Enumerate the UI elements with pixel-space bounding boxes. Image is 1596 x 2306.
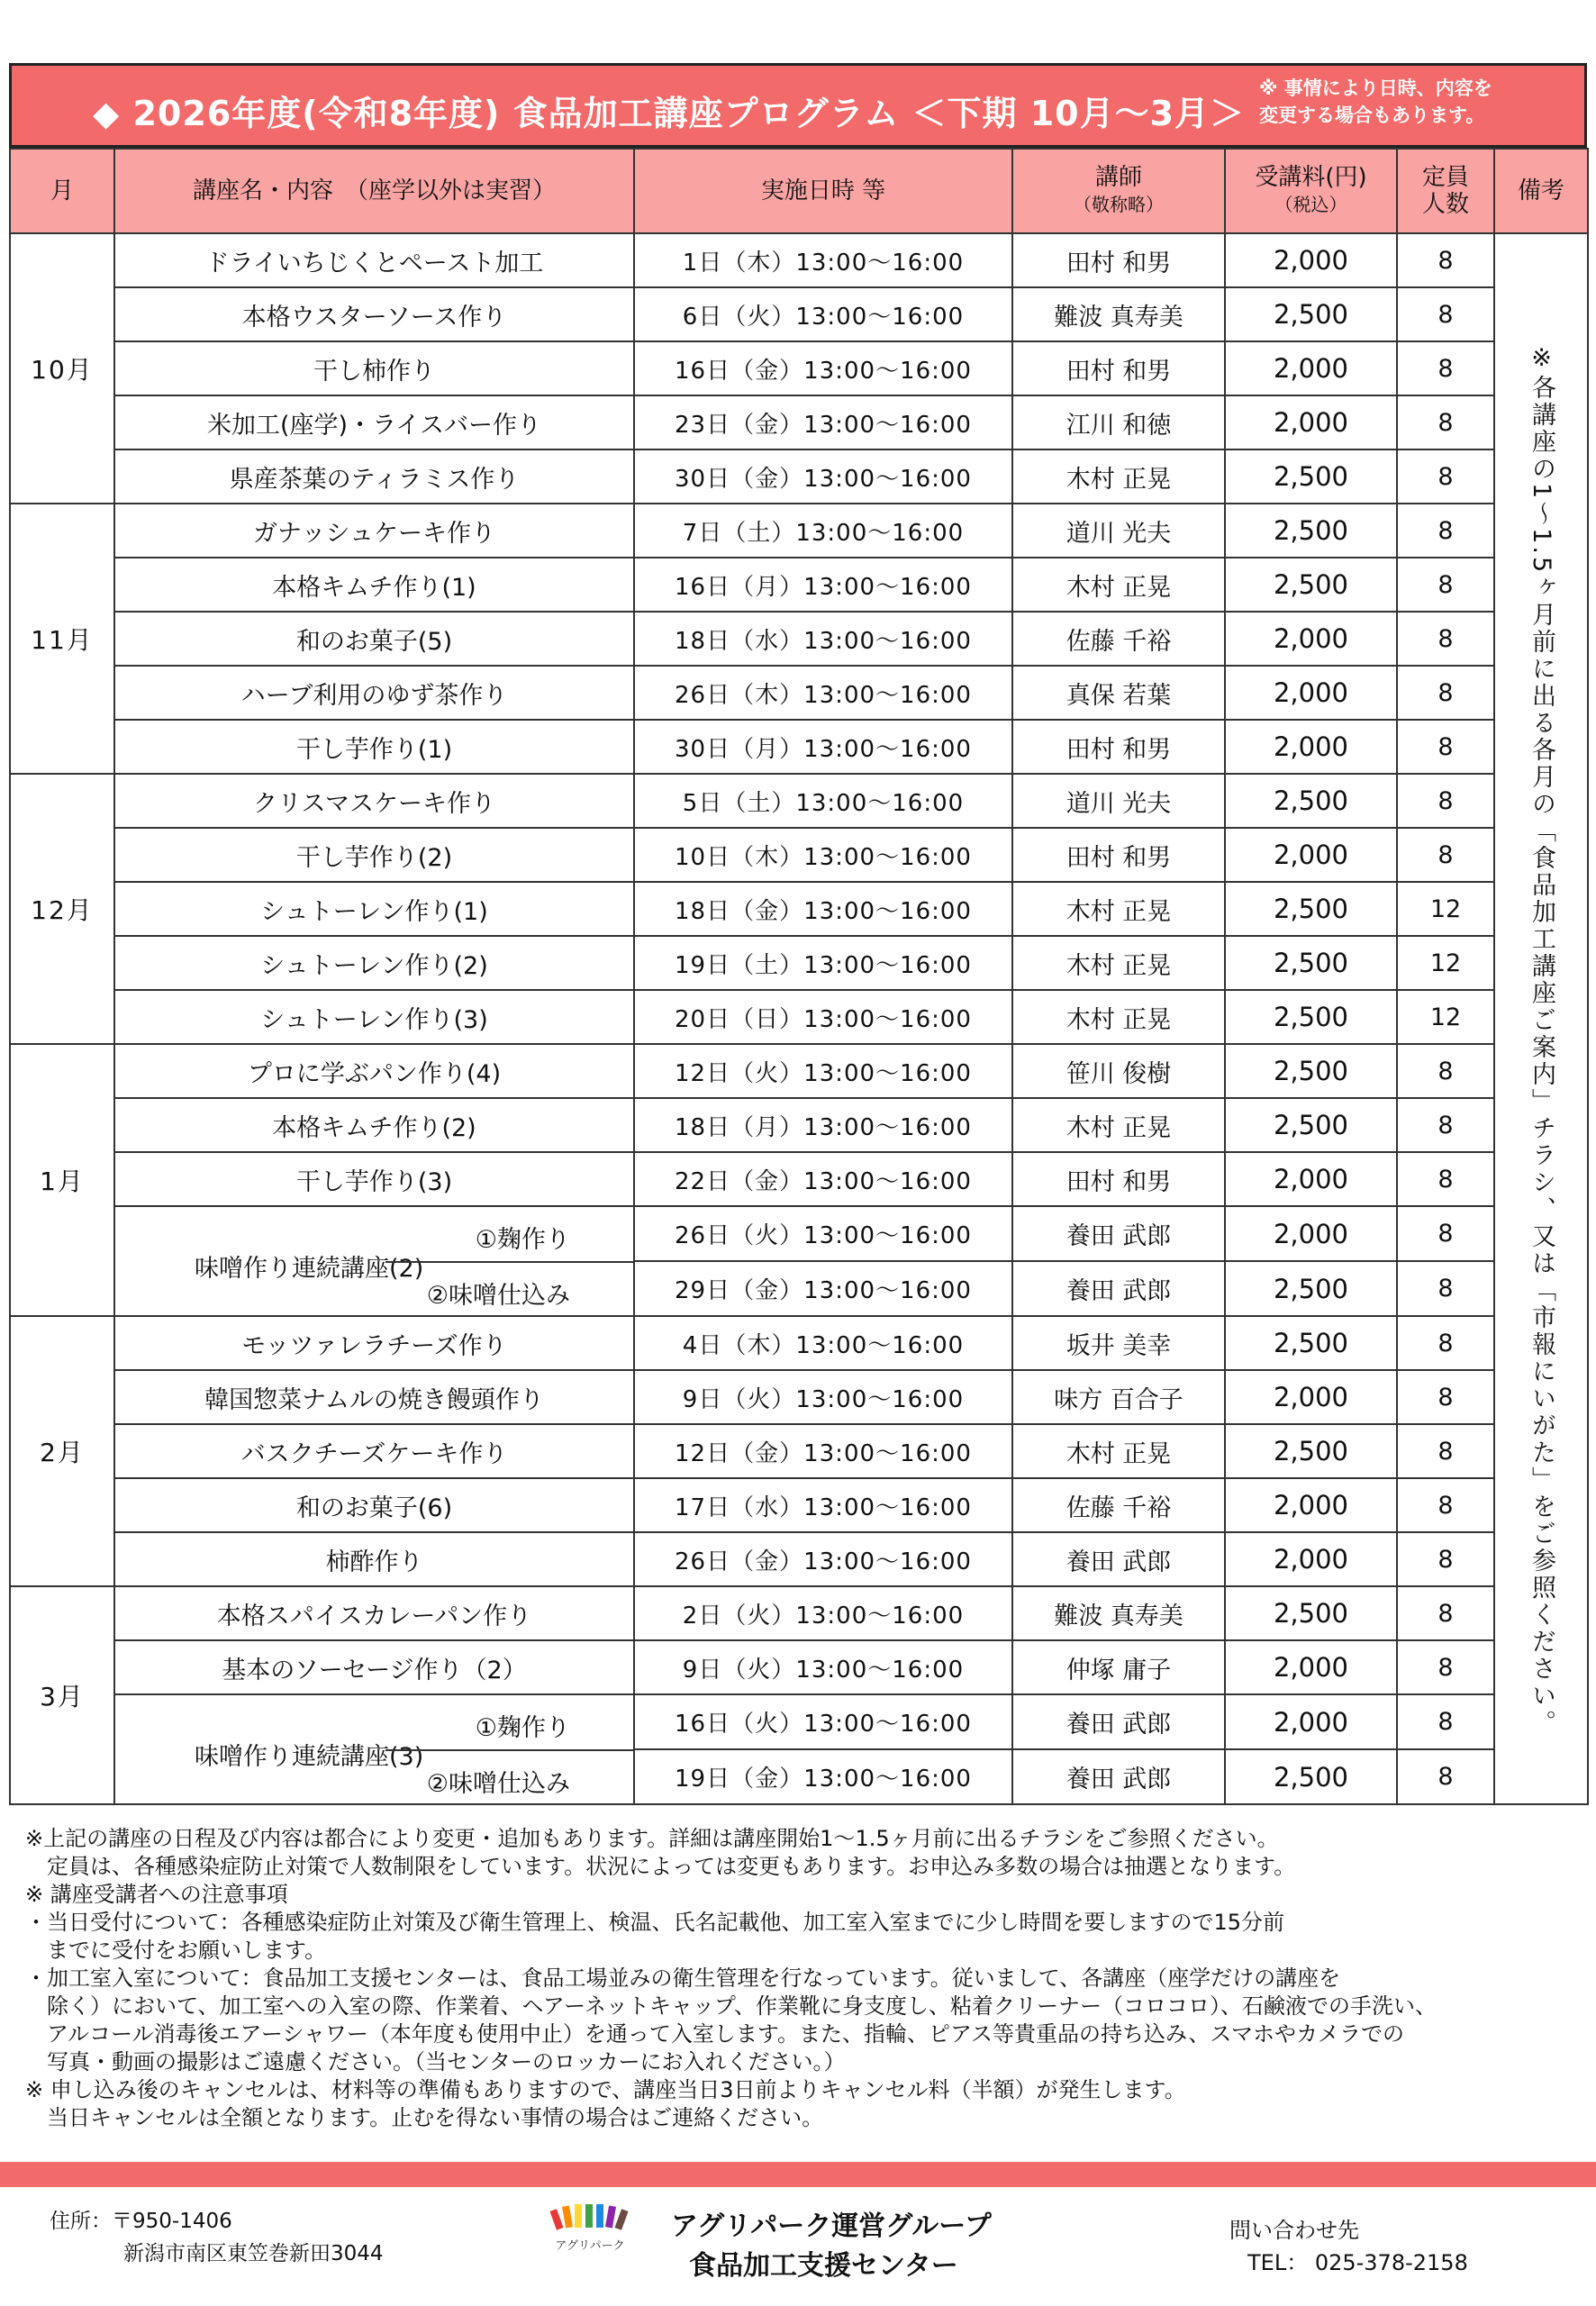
instructor-cell: 佐藤 千裕 xyxy=(1012,612,1225,666)
col-capacity xyxy=(1397,149,1494,233)
change-notice-line1: ※ 事情により日時、内容を xyxy=(1259,77,1492,99)
table-row xyxy=(10,1098,1588,1152)
course-cell: 干し芋作り(2) xyxy=(114,828,634,882)
table-row xyxy=(10,1694,1588,1749)
table-row xyxy=(10,1586,1588,1640)
date-cell: 6日（火）13:00～16:00 xyxy=(634,287,1012,341)
capacity-cell: 12 xyxy=(1397,936,1494,990)
date-cell: 19日（金）13:00～16:00 xyxy=(634,1749,1012,1804)
table-row xyxy=(10,936,1588,990)
capacity-cell: 8 xyxy=(1397,1206,1494,1261)
fee-cell: 2,500 xyxy=(1225,504,1397,558)
fee-cell: 2,500 xyxy=(1225,1316,1397,1370)
instructor-cell: 難波 真寿美 xyxy=(1012,1586,1225,1640)
change-notice xyxy=(1259,75,1492,129)
svg-text:アグリパーク: アグリパーク xyxy=(555,2239,625,2253)
note-line: ※ 申し込み後のキャンセルは、材料等の準備もありますので、講座当日3日前よりキャンセル料（半額）が発生します。 xyxy=(25,2077,1186,2102)
footer xyxy=(0,2187,1596,2306)
instructor-cell: 坂井 美幸 xyxy=(1012,1316,1225,1370)
capacity-cell: 8 xyxy=(1397,449,1494,504)
capacity-cell: 8 xyxy=(1397,1640,1494,1694)
fee-cell: 2,000 xyxy=(1225,1206,1397,1261)
title-banner xyxy=(9,63,1587,148)
capacity-cell: 8 xyxy=(1397,1478,1494,1532)
month-cell: 1月 xyxy=(10,1044,114,1316)
course-cell: ガナッシュケーキ作り xyxy=(114,504,634,558)
capacity-cell: 8 xyxy=(1397,666,1494,720)
instructor-cell: 木村 正晃 xyxy=(1012,1424,1225,1478)
course-cell: 本格キムチ作り(2) xyxy=(114,1098,634,1152)
contact-label: 問い合わせ先 xyxy=(1229,2218,1359,2243)
instructor-cell: 佐藤 千裕 xyxy=(1012,1478,1225,1532)
note-line: 定員は、各種感染症防止対策で人数制限をしています。状況によっては変更もあります。お申込み多数の場合は抽選となります。 xyxy=(25,1854,1296,1879)
note-line: までに受付をお願いします。 xyxy=(25,1938,327,1963)
date-cell: 1日（木）13:00～16:00 xyxy=(634,233,1012,287)
instructor-cell: 田村 和男 xyxy=(1012,1152,1225,1206)
table-row xyxy=(10,1424,1588,1478)
course-cell: シュトーレン作り(3) xyxy=(114,990,634,1044)
instructor-cell: 難波 真寿美 xyxy=(1012,287,1225,341)
table-row xyxy=(10,504,1588,558)
course-cell: 干し芋作り(3) xyxy=(114,1152,634,1206)
date-cell: 12日（火）13:00～16:00 xyxy=(634,1044,1012,1098)
capacity-cell: 12 xyxy=(1397,990,1494,1044)
fee-cell: 2,000 xyxy=(1225,828,1397,882)
capacity-cell: 8 xyxy=(1397,395,1494,449)
date-cell: 20日（日）13:00～16:00 xyxy=(634,990,1012,1044)
fee-cell: 2,500 xyxy=(1225,558,1397,612)
course-cell: 米加工(座学)・ライスバー作り xyxy=(114,395,634,449)
course-cell: シュトーレン作り(2) xyxy=(114,936,634,990)
table-row xyxy=(10,1152,1588,1206)
table-row xyxy=(10,1316,1588,1370)
course-cell: 本格スパイスカレーパン作り xyxy=(114,1586,634,1640)
col-course: 講座名・内容 （座学以外は実習） xyxy=(114,149,634,233)
fee-cell: 2,500 xyxy=(1225,882,1397,936)
date-cell: 9日（火）13:00～16:00 xyxy=(634,1640,1012,1694)
capacity-cell: 8 xyxy=(1397,828,1494,882)
fee-cell: 2,000 xyxy=(1225,233,1397,287)
date-cell: 16日（金）13:00～16:00 xyxy=(634,341,1012,395)
date-cell: 18日（金）13:00～16:00 xyxy=(634,882,1012,936)
course-cell: 本格ウスターソース作り xyxy=(114,287,634,341)
date-cell: 17日（水）13:00～16:00 xyxy=(634,1478,1012,1532)
course-cell: 県産茶葉のティラミス作り xyxy=(114,449,634,504)
col-fee xyxy=(1225,149,1397,233)
date-cell: 7日（土）13:00～16:00 xyxy=(634,504,1012,558)
col-capacity-line1: 定員 xyxy=(1421,164,1469,191)
fee-cell: 2,000 xyxy=(1225,720,1397,774)
note-line: ・加工室入室について：食品加工支援センターは、食品工場並みの衛生管理を行なっています。従いまして、各講座（座学だけの講座を xyxy=(25,1966,1341,1991)
address-postal: 住所：〒950-1406 xyxy=(50,2210,232,2233)
miso-step2: ②味噌仕込み xyxy=(426,1282,570,1310)
table-row xyxy=(10,233,1588,287)
miso-step2: ②味噌仕込み xyxy=(426,1770,570,1798)
table-row xyxy=(10,341,1588,395)
date-cell: 2日（火）13:00～16:00 xyxy=(634,1586,1012,1640)
fee-cell: 2,000 xyxy=(1225,612,1397,666)
instructor-cell: 木村 正晃 xyxy=(1012,449,1225,504)
fee-cell: 2,000 xyxy=(1225,395,1397,449)
capacity-cell: 8 xyxy=(1397,504,1494,558)
course-cell: 基本のソーセージ作り（2） xyxy=(114,1640,634,1694)
instructor-cell: 道川 光夫 xyxy=(1012,504,1225,558)
note-line: 除く）において、加工室への入室の際、作業着、ヘアーネットキャップ、作業靴に身支度し、粘着クリーナー（コロコロ）、石鹸液での手洗い、 xyxy=(25,1993,1437,2019)
table-row xyxy=(10,720,1588,774)
capacity-cell: 8 xyxy=(1397,1316,1494,1370)
capacity-cell: 12 xyxy=(1397,882,1494,936)
instructor-cell: 真保 若葉 xyxy=(1012,666,1225,720)
capacity-cell: 8 xyxy=(1397,233,1494,287)
note-line: ・当日受付について：各種感染症防止対策及び衛生管理上、検温、氏名記載他、加工室入室までに少し時間を要しますので15分前 xyxy=(25,1910,1285,1935)
instructor-cell: 木村 正晃 xyxy=(1012,882,1225,936)
capacity-cell: 8 xyxy=(1397,1586,1494,1640)
course-cell: バスクチーズケーキ作り xyxy=(114,1424,634,1478)
fee-cell: 2,000 xyxy=(1225,666,1397,720)
fee-cell: 2,500 xyxy=(1225,1424,1397,1478)
organization-name xyxy=(671,2207,992,2286)
col-capacity-line2: 人数 xyxy=(1421,191,1469,218)
month-cell: 2月 xyxy=(10,1316,114,1586)
miso-step1: ①麹作り xyxy=(475,1714,570,1742)
instructor-cell: 木村 正晃 xyxy=(1012,990,1225,1044)
instructor-cell: 味方 百合子 xyxy=(1012,1370,1225,1424)
instructor-cell: 道川 光夫 xyxy=(1012,774,1225,828)
instructor-cell: 田村 和男 xyxy=(1012,233,1225,287)
capacity-cell: 8 xyxy=(1397,1532,1494,1586)
capacity-cell: 8 xyxy=(1397,1694,1494,1749)
table-row xyxy=(10,990,1588,1044)
col-instructor-sub: （敬称略） xyxy=(1074,194,1164,215)
table-row xyxy=(10,287,1588,341)
date-cell: 30日（月）13:00～16:00 xyxy=(634,720,1012,774)
date-cell: 16日（月）13:00～16:00 xyxy=(634,558,1012,612)
fee-cell: 2,000 xyxy=(1225,1152,1397,1206)
instructor-cell: 木村 正晃 xyxy=(1012,936,1225,990)
capacity-cell: 8 xyxy=(1397,1424,1494,1478)
course-cell: モッツァレラチーズ作り xyxy=(114,1316,634,1370)
course-cell: ドライいちじくとペースト加工 xyxy=(114,233,634,287)
course-cell: 本格キムチ作り(1) xyxy=(114,558,634,612)
date-cell: 26日（木）13:00～16:00 xyxy=(634,666,1012,720)
miso-course-cell xyxy=(114,1694,634,1804)
month-cell: 12月 xyxy=(10,774,114,1044)
col-fee-sub: （税込） xyxy=(1274,194,1347,215)
table-row xyxy=(10,774,1588,828)
capacity-cell: 8 xyxy=(1397,1152,1494,1206)
month-cell: 10月 xyxy=(10,233,114,504)
date-cell: 16日（火）13:00～16:00 xyxy=(634,1694,1012,1749)
date-cell: 19日（土）13:00～16:00 xyxy=(634,936,1012,990)
date-cell: 26日（火）13:00～16:00 xyxy=(634,1206,1012,1261)
table-row xyxy=(10,1640,1588,1694)
month-cell: 11月 xyxy=(10,504,114,774)
date-cell: 18日（月）13:00～16:00 xyxy=(634,1098,1012,1152)
instructor-cell: 養田 武郎 xyxy=(1012,1261,1225,1316)
address-block xyxy=(50,2205,384,2270)
remarks-text: ※各講座の1～1.5ヶ月前に出る各月の「食品加工講座ご案内」チラシ、又は「市報にいがた」をご参照ください。 xyxy=(1528,343,1555,1738)
date-cell: 10日（木）13:00～16:00 xyxy=(634,828,1012,882)
schedule-table xyxy=(9,148,1589,1805)
fee-cell: 2,000 xyxy=(1225,1694,1397,1749)
table-row xyxy=(10,395,1588,449)
table-row xyxy=(10,558,1588,612)
capacity-cell: 8 xyxy=(1397,774,1494,828)
course-cell: シュトーレン作り(1) xyxy=(114,882,634,936)
course-cell: 韓国惣菜ナムルの焼き饅頭作り xyxy=(114,1370,634,1424)
agripark-logo xyxy=(540,2201,639,2282)
col-instructor-label: 講師 xyxy=(1094,164,1142,191)
instructor-cell: 田村 和男 xyxy=(1012,720,1225,774)
fee-cell: 2,000 xyxy=(1225,1532,1397,1586)
course-cell: 柿酢作り xyxy=(114,1532,634,1586)
instructor-cell: 田村 和男 xyxy=(1012,828,1225,882)
instructor-cell: 田村 和男 xyxy=(1012,341,1225,395)
course-cell: クリスマスケーキ作り xyxy=(114,774,634,828)
instructor-cell: 笹川 俊樹 xyxy=(1012,1044,1225,1098)
capacity-cell: 8 xyxy=(1397,1370,1494,1424)
course-cell: プロに学ぶパン作り(4) xyxy=(114,1044,634,1098)
col-datetime: 実施日時 等 xyxy=(634,149,1012,233)
fee-cell: 2,000 xyxy=(1225,341,1397,395)
table-row xyxy=(10,449,1588,504)
date-cell: 23日（金）13:00～16:00 xyxy=(634,395,1012,449)
miso-course-title: 味噌作り連続講座(3) xyxy=(195,1743,424,1771)
capacity-cell: 8 xyxy=(1397,1261,1494,1316)
col-month: 月 xyxy=(10,149,114,233)
org-line2: 食品加工支援センター xyxy=(689,2250,958,2282)
table-row xyxy=(10,828,1588,882)
fee-cell: 2,000 xyxy=(1225,1478,1397,1532)
fee-cell: 2,500 xyxy=(1225,1749,1397,1804)
fee-cell: 2,500 xyxy=(1225,1586,1397,1640)
miso-divider xyxy=(385,1749,634,1751)
note-line: ※上記の講座の日程及び内容は都合により変更・追加もあります。詳細は講座開始1～1.5ヶ月前に出るチラシをご参照ください。 xyxy=(25,1826,1279,1851)
footer-divider xyxy=(0,2162,1596,2187)
date-cell: 30日（金）13:00～16:00 xyxy=(634,449,1012,504)
date-cell: 26日（金）13:00～16:00 xyxy=(634,1532,1012,1586)
notes-section xyxy=(25,1825,1574,2132)
fee-cell: 2,000 xyxy=(1225,1640,1397,1694)
note-line: アルコール消毒後エアーシャワー（本年度も使用中止）を通って入室します。また、指輪、ピアス等貴重品の持ち込み、スマホやカメラでの xyxy=(25,2021,1404,2047)
course-cell: 和のお菓子(5) xyxy=(114,612,634,666)
instructor-cell: 仲塚 庸子 xyxy=(1012,1640,1225,1694)
date-cell: 5日（土）13:00～16:00 xyxy=(634,774,1012,828)
miso-course-cell xyxy=(114,1206,634,1316)
course-cell: 和のお菓子(6) xyxy=(114,1478,634,1532)
col-instructor xyxy=(1012,149,1225,233)
instructor-cell: 養田 武郎 xyxy=(1012,1694,1225,1749)
course-cell: 干し芋作り(1) xyxy=(114,720,634,774)
page-title: ◆ 2026年度(令和8年度) 食品加工講座プログラム ＜下期 10月～3月＞ xyxy=(93,94,1246,133)
miso-step1: ①麹作り xyxy=(475,1226,570,1254)
date-cell: 12日（金）13:00～16:00 xyxy=(634,1424,1012,1478)
note-line: 当日キャンセルは全額となります。止むを得ない事情の場合はご連絡ください。 xyxy=(25,2105,824,2130)
col-fee-label: 受講料(円) xyxy=(1255,164,1367,191)
table-row xyxy=(10,1370,1588,1424)
fee-cell: 2,500 xyxy=(1225,1098,1397,1152)
fee-cell: 2,500 xyxy=(1225,287,1397,341)
fee-cell: 2,000 xyxy=(1225,1370,1397,1424)
note-line: ※ 講座受講者への注意事項 xyxy=(25,1882,288,1907)
table-header-row xyxy=(10,149,1588,233)
table-row xyxy=(10,1478,1588,1532)
fee-cell: 2,500 xyxy=(1225,990,1397,1044)
capacity-cell: 8 xyxy=(1397,720,1494,774)
capacity-cell: 8 xyxy=(1397,558,1494,612)
remarks-cell xyxy=(1494,233,1588,1804)
instructor-cell: 養田 武郎 xyxy=(1012,1749,1225,1804)
fee-cell: 2,500 xyxy=(1225,1044,1397,1098)
contact-tel: TEL： 025-378-2158 xyxy=(1247,2250,1468,2275)
capacity-cell: 8 xyxy=(1397,1098,1494,1152)
miso-course-title: 味噌作り連続講座(2) xyxy=(195,1255,424,1283)
date-cell: 9日（火）13:00～16:00 xyxy=(634,1370,1012,1424)
date-cell: 22日（金）13:00～16:00 xyxy=(634,1152,1012,1206)
miso-divider xyxy=(385,1261,634,1263)
col-remarks: 備考 xyxy=(1494,149,1588,233)
course-cell: ハーブ利用のゆず茶作り xyxy=(114,666,634,720)
capacity-cell: 8 xyxy=(1397,287,1494,341)
date-cell: 18日（水）13:00～16:00 xyxy=(634,612,1012,666)
capacity-cell: 8 xyxy=(1397,341,1494,395)
capacity-cell: 8 xyxy=(1397,1749,1494,1804)
capacity-cell: 8 xyxy=(1397,612,1494,666)
table-row xyxy=(10,612,1588,666)
table-row xyxy=(10,1044,1588,1098)
fee-cell: 2,500 xyxy=(1225,449,1397,504)
course-cell: 干し柿作り xyxy=(114,341,634,395)
fee-cell: 2,500 xyxy=(1225,774,1397,828)
month-cell: 3月 xyxy=(10,1586,114,1804)
table-row xyxy=(10,1532,1588,1586)
agripark-logo-icon xyxy=(540,2201,639,2282)
table-row xyxy=(10,1206,1588,1261)
contact-block xyxy=(1229,2214,1468,2279)
date-cell: 4日（木）13:00～16:00 xyxy=(634,1316,1012,1370)
instructor-cell: 養田 武郎 xyxy=(1012,1206,1225,1261)
note-line: 写真・動画の撮影はご遠慮ください。（当センターのロッカーにお入れください。） xyxy=(25,2049,846,2074)
table-row xyxy=(10,882,1588,936)
instructor-cell: 養田 武郎 xyxy=(1012,1532,1225,1586)
instructor-cell: 木村 正晃 xyxy=(1012,1098,1225,1152)
instructor-cell: 木村 正晃 xyxy=(1012,558,1225,612)
fee-cell: 2,500 xyxy=(1225,936,1397,990)
fee-cell: 2,500 xyxy=(1225,1261,1397,1316)
instructor-cell: 江川 和徳 xyxy=(1012,395,1225,449)
org-line1: アグリパーク運営グループ xyxy=(671,2211,992,2242)
table-row xyxy=(10,666,1588,720)
address-street: 新潟市南区東笠巻新田3044 xyxy=(123,2242,384,2265)
capacity-cell: 8 xyxy=(1397,1044,1494,1098)
date-cell: 29日（金）13:00～16:00 xyxy=(634,1261,1012,1316)
change-notice-line2: 変更する場合もあります。 xyxy=(1259,104,1485,126)
